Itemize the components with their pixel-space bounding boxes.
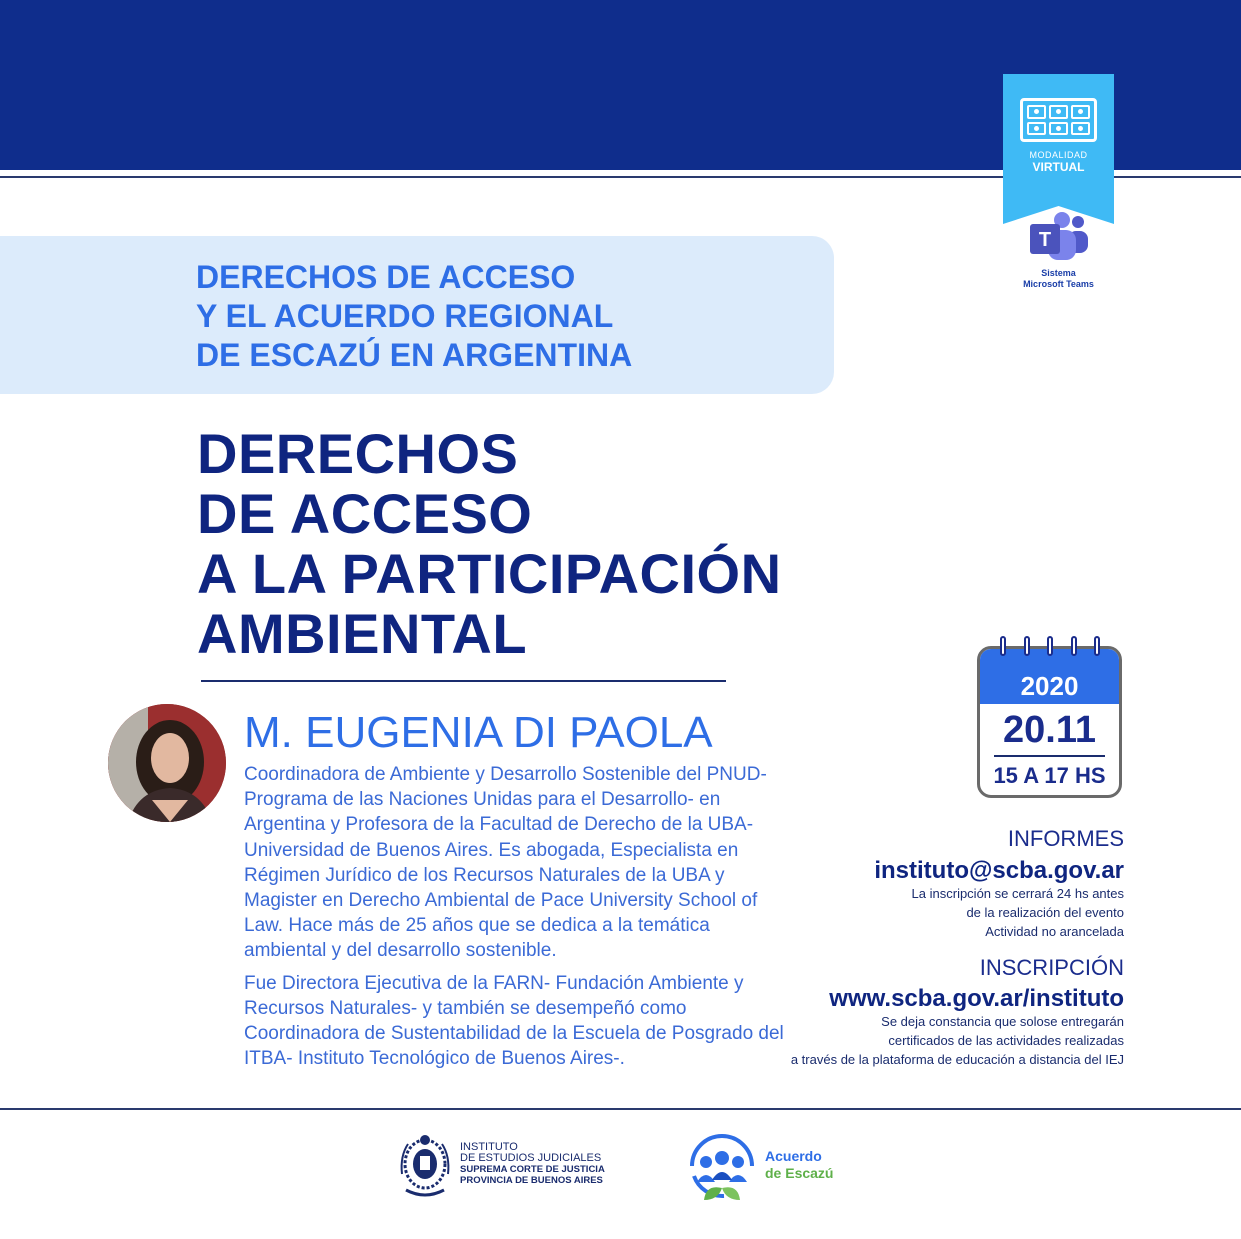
video-conference-icon (1020, 98, 1097, 142)
bio-paragraph: Fue Directora Ejecutiva de la FARN- Fundación Ambiente y Recursos Naturales- y también se desempeñó como Coordinadora de Sustentabilidad de la Escuela de Posgrado del ITBA- Instituto Tecnológico de Buenos Aires-. (244, 972, 784, 1070)
inscripcion-notes: Se deja constancia que solose entregarán certificados de las actividades realizadas a través de la plataforma de educación a distancia del IEJ (790, 1014, 1124, 1067)
svg-text:T: T (1038, 229, 1052, 251)
inscripcion-heading: INSCRIPCIÓN (979, 955, 1124, 980)
series-title: DERECHOS DE ACCESO Y EL ACUERDO REGIONAL DE ESCAZÚ EN ARGENTINA (196, 259, 633, 373)
event-date: 20.11 (1003, 709, 1096, 751)
microsoft-teams-icon (1028, 212, 1090, 262)
informes-notes: La inscripción se cerrará 24 hs antes de la realización del evento Actividad no arancelada (911, 886, 1124, 939)
talk-title: DERECHOS DE ACCESO A LA PARTICIPACIÓN AMBIENTAL (197, 422, 782, 665)
registration-url[interactable]: www.scba.gov.ar/instituto (829, 985, 1124, 1012)
informes-heading: INFORMES (1007, 826, 1124, 851)
calendar-rings (1000, 636, 1100, 658)
bio-paragraph: Coordinadora de Ambiente y Desarrollo Sostenible del PNUD- Programa de las Naciones Unidas para el Desarrollo- en Argentina y Profesora de la Facultad de Derecho de la UBA- Universidad de Buenos Aires. Es abogada, Especialista en Régimen Jurídico de los Recursos Naturales de la UBA y Magister en Derecho Ambiental de Pace University School of Law. Hace más de 25 años que se dedica a la temática ambiental y del desarrollo sostenible. (244, 764, 767, 962)
calendar-icon (977, 646, 1122, 798)
speaker-bio (244, 762, 784, 1078)
calendar-divider (994, 755, 1105, 757)
title-divider (201, 680, 726, 682)
speaker-name: M. EUGENIA DI PAOLA (244, 708, 713, 757)
platform-caption: Sistema Microsoft Teams (1023, 268, 1094, 289)
event-year: 2020 (1020, 671, 1079, 701)
modality-label: MODALIDAD (1029, 150, 1088, 160)
contact-email[interactable]: instituto@scba.gov.ar (874, 857, 1124, 884)
speaker-photo (108, 704, 226, 822)
escazu-people-leaf-icon (684, 1126, 760, 1206)
footer-divider (0, 1108, 1241, 1110)
escazu-wordmark: Acuerdo de Escazú (765, 1148, 834, 1181)
modality-ribbon (1003, 74, 1114, 224)
event-time: 15 A 17 HS (993, 763, 1106, 788)
provincial-seal-icon (398, 1134, 452, 1200)
modality-value: VIRTUAL (1032, 160, 1085, 174)
iej-wordmark: INSTITUTO DE ESTUDIOS JUDICIALES SUPREMA CORTE DE JUSTICIA PROVINCIA DE BUENOS AIRES (460, 1141, 605, 1186)
